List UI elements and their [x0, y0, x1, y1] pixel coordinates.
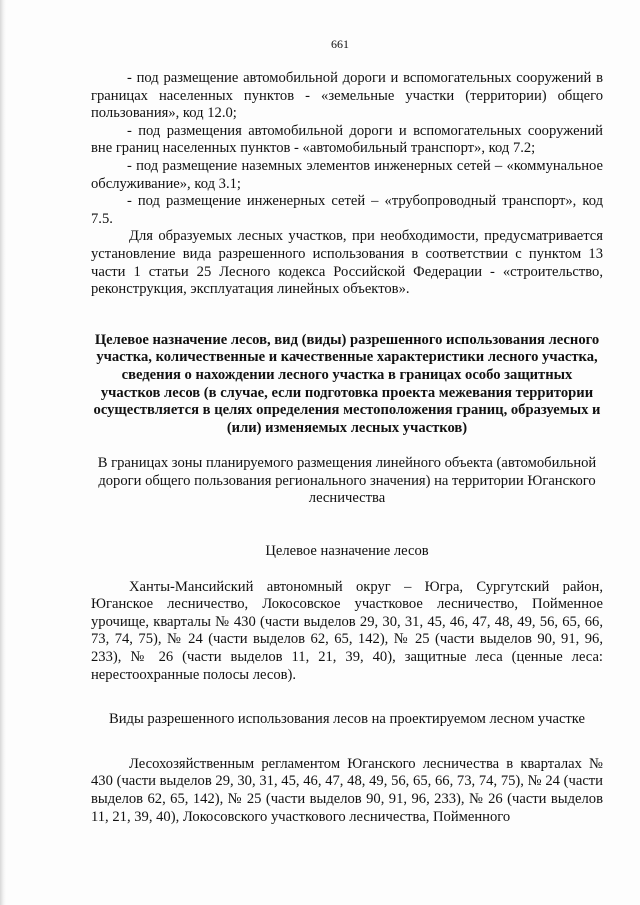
section-heading: Целевое назначение лесов, вид (виды) разрешенного использования лесного участка, количественные и качественные характеристики лесного участка, сведения о нахождении лесного участка в границах особо защитных участков лесов (в случае, если подготовка проекта межевания территории осуществляется в целях определения местоположения границ, образуемых и (или) изменяемых лесных участков) [93, 331, 601, 436]
paragraph-forest-plots: Для образуемых лесных участков, при необходимости, предусматривается установление вида разрешенного использования в соответствии с пунктом 13 части 1 статьи 25 Лесного кодекса Российской Федерации - «строительство, реконструкция, эксплуатация линейных объектов». [91, 228, 603, 298]
list-item-road-in-settlements: - под размещение автомобильной дороги и вспомогательных сооружений в границах населенных пунктов - «земельные участки (территории) общего пользования», код 12.0; [91, 70, 603, 122]
page-number: 661 [331, 37, 349, 51]
list-item-utility-networks: - под размещение инженерных сетей – «трубопроводный транспорт», код 7.5. [91, 193, 603, 227]
paragraph-forest-purpose: Ханты-Мансийский автономный округ – Югра, Сургутский район, Юганское лесничество, Локосовское участковое лесничество, Пойменное урочище, кварталы № 430 (части выделов 29, 30, 31, 45, 46, 47, 48, 49, 56, 65, 66, 73, 74, 75), № 24 (части выделов 62, 65, 142), № 25 (части выделов 90, 91, 96, 233), № 26 (части выделов 11, 21, 39, 40), защитные леса (ценные леса: нерестоохранные полосы лесов). [91, 578, 603, 683]
document-body [91, 70, 603, 826]
subheading-forest-purpose: Целевое назначение лесов [265, 543, 429, 560]
zone-caption: В границах зоны планируемого размещения линейного объекта (автомобильной дороги общего пользования регионального значения) на территории Юганского лесничества [97, 455, 597, 507]
scan-edge-shadow [0, 0, 6, 905]
list-item-ground-utility-networks: - под размещение наземных элементов инженерных сетей – «коммунальное обслуживание», код 3.1; [91, 157, 603, 192]
paragraph-forestry-regulation: Лесохозяйственным регламентом Юганского лесничества в кварталах № 430 (части выделов 29, 30, 31, 45, 46, 47, 48, 49, 56, 65, 66, 73, 74, 75), № 24 (части выделов 62, 65, 142), № 25 (части выделов 90, 91, 96, 233), № 26 (части выделов 11, 21, 39, 40), Локосовского участкового лесничества, Пойменного [91, 755, 603, 825]
list-item-road-outside-settlements: - под размещения автомобильной дороги и вспомогательных сооружений вне границ населенных пунктов - «автомобильный транспорт», код 7.2; [91, 122, 603, 157]
subheading-use-types: Виды разрешенного использования лесов на проектируемом лесном участке [108, 711, 586, 728]
